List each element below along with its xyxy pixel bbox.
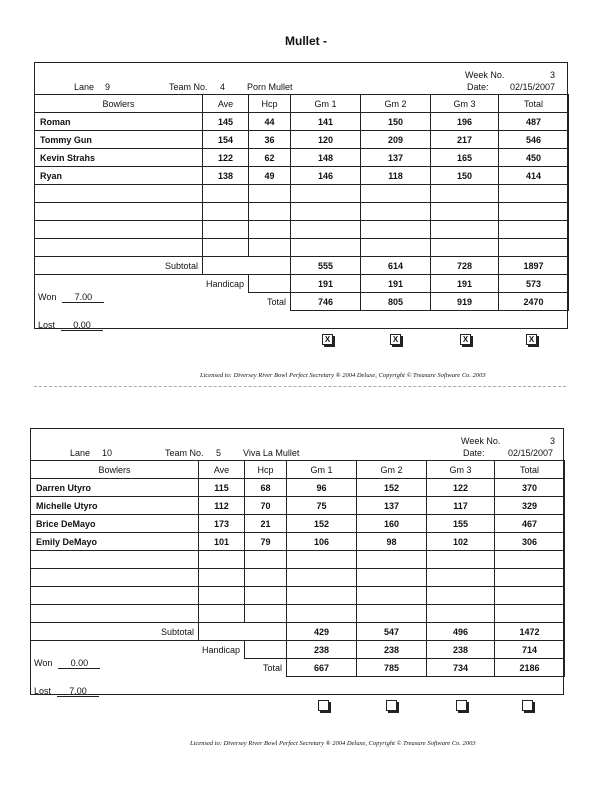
lane-value: 10 [102, 448, 113, 458]
subtotal-gm3: 496 [427, 623, 495, 641]
bowler-ave: 115 [199, 479, 245, 497]
subtotal-gm1: 429 [287, 623, 357, 641]
bowler-gm3: 165 [431, 149, 499, 167]
bowler-gm1: 96 [287, 479, 357, 497]
week-no-value: 3 [550, 436, 556, 446]
col-header-total: Total [499, 95, 569, 113]
bowler-row [35, 113, 569, 131]
week-no-value: 3 [550, 70, 556, 80]
col-header-hcp: Hcp [245, 461, 287, 479]
handicap-gm2: 238 [357, 641, 427, 659]
total-total: 2186 [495, 659, 565, 677]
empty-row [31, 569, 565, 587]
total-checkbox[interactable] [522, 700, 533, 711]
handicap-gm2: 191 [361, 275, 431, 293]
total-gm3: 734 [427, 659, 495, 677]
won-field [38, 292, 104, 303]
bowler-gm1: 75 [287, 497, 357, 515]
bowler-row [35, 131, 569, 149]
bowler-name: Ryan [35, 167, 203, 185]
bowler-gm1: 152 [287, 515, 357, 533]
bowler-name: Darren Utyro [31, 479, 199, 497]
page-divider [34, 386, 566, 387]
won-value: 0.00 [58, 658, 100, 669]
date-value: 02/15/2007 [510, 82, 556, 92]
handicap-gm1: 238 [287, 641, 357, 659]
empty-row [35, 203, 569, 221]
bowler-gm2: 137 [361, 149, 431, 167]
col-header-gm2: Gm 2 [357, 461, 427, 479]
game1-checkbox[interactable]: X [322, 334, 333, 345]
total-gm2: 785 [357, 659, 427, 677]
bowler-hcp: 68 [245, 479, 287, 497]
bowler-total: 546 [499, 131, 569, 149]
bowler-name: Emily DeMayo [31, 533, 199, 551]
team-no-label: Team No. [165, 448, 204, 458]
bowler-row [31, 533, 565, 551]
game1-checkbox[interactable] [318, 700, 329, 711]
bowler-name: Brice DeMayo [31, 515, 199, 533]
won-field [34, 658, 100, 669]
subtotal-total: 1897 [499, 257, 569, 275]
handicap-total: 573 [499, 275, 569, 293]
bowler-row [31, 515, 565, 533]
bowler-total: 414 [499, 167, 569, 185]
won-value: 7.00 [62, 292, 104, 303]
col-header-gm1: Gm 1 [291, 95, 361, 113]
handicap-label: Handicap [31, 641, 245, 659]
bowler-hcp: 62 [249, 149, 291, 167]
total-row [35, 293, 569, 311]
bowler-hcp: 70 [245, 497, 287, 515]
score-table [30, 460, 565, 677]
bowler-ave: 112 [199, 497, 245, 515]
won-label: Won [38, 292, 57, 302]
handicap-row [31, 641, 565, 659]
license-footer: Licensed to: Diversey River Bowl Perfect Secretary ® 2004 Deluxe, Copyright © Treasure Software Co. 2003 [200, 372, 486, 379]
bowler-gm1: 106 [287, 533, 357, 551]
bowler-row [35, 149, 569, 167]
bowler-hcp: 44 [249, 113, 291, 131]
bowler-name: Michelle Utyro [31, 497, 199, 515]
col-header-bowlers: Bowlers [35, 95, 203, 113]
bowler-gm3: 217 [431, 131, 499, 149]
bowler-row [35, 167, 569, 185]
bowler-ave: 145 [203, 113, 249, 131]
team-name: Viva La Mullet [243, 448, 300, 458]
bowler-total: 487 [499, 113, 569, 131]
won-label: Won [34, 658, 53, 668]
col-header-gm3: Gm 3 [427, 461, 495, 479]
total-label: Total [35, 293, 291, 311]
date-value: 02/15/2007 [508, 448, 554, 458]
bowler-gm2: 98 [357, 533, 427, 551]
subtotal-gm2: 547 [357, 623, 427, 641]
subtotal-gm1: 555 [291, 257, 361, 275]
lane-label: Lane [74, 82, 95, 92]
total-gm2: 805 [361, 293, 431, 311]
week-no-label: Week No. [461, 436, 501, 446]
handicap-total: 714 [495, 641, 565, 659]
game3-checkbox[interactable]: X [460, 334, 471, 345]
header-row [31, 461, 565, 479]
bowler-gm3: 117 [427, 497, 495, 515]
bowler-name: Roman [35, 113, 203, 131]
col-header-gm3: Gm 3 [431, 95, 499, 113]
bowler-total: 370 [495, 479, 565, 497]
bowler-ave: 101 [199, 533, 245, 551]
lost-label: Lost [38, 320, 56, 330]
total-gm3: 919 [431, 293, 499, 311]
lost-label: Lost [34, 686, 52, 696]
empty-row [35, 185, 569, 203]
bowler-gm1: 146 [291, 167, 361, 185]
total-label: Total [31, 659, 287, 677]
bowler-ave: 173 [199, 515, 245, 533]
week-no-label: Week No. [465, 70, 505, 80]
bowler-gm2: 209 [361, 131, 431, 149]
game3-checkbox[interactable] [456, 700, 467, 711]
team-name: Porn Mullet [247, 82, 293, 92]
empty-row [35, 239, 569, 257]
bowler-row [31, 497, 565, 515]
total-checkbox[interactable]: X [526, 334, 537, 345]
game2-checkbox[interactable] [386, 700, 397, 711]
bowler-gm2: 152 [357, 479, 427, 497]
bowler-gm1: 120 [291, 131, 361, 149]
subtotal-row [35, 257, 569, 275]
score-table [34, 94, 569, 311]
col-header-hcp: Hcp [249, 95, 291, 113]
subtotal-label: Subtotal [31, 623, 199, 641]
subtotal-row [31, 623, 565, 641]
handicap-gm3: 238 [427, 641, 495, 659]
bowler-gm2: 150 [361, 113, 431, 131]
lost-field [34, 686, 99, 697]
col-header-ave: Ave [203, 95, 249, 113]
subtotal-gm3: 728 [431, 257, 499, 275]
subtotal-label: Subtotal [35, 257, 203, 275]
col-header-total: Total [495, 461, 565, 479]
bowler-hcp: 49 [249, 167, 291, 185]
bowler-ave: 138 [203, 167, 249, 185]
col-header-bowlers: Bowlers [31, 461, 199, 479]
bowler-gm3: 150 [431, 167, 499, 185]
lost-field [38, 320, 103, 331]
lost-value: 7.00 [57, 686, 99, 697]
bowler-gm3: 122 [427, 479, 495, 497]
bowler-total: 306 [495, 533, 565, 551]
date-label: Date: [463, 448, 485, 458]
empty-row [31, 587, 565, 605]
bowler-gm1: 141 [291, 113, 361, 131]
empty-row [31, 605, 565, 623]
bowler-gm3: 155 [427, 515, 495, 533]
handicap-label: Handicap [35, 275, 249, 293]
lost-value: 0.00 [61, 320, 103, 331]
license-footer: Licensed to: Diversey River Bowl Perfect Secretary ® 2004 Deluxe, Copyright © Treasure Software Co. 2003 [190, 740, 476, 747]
team-no-value: 5 [216, 448, 222, 458]
lane-label: Lane [70, 448, 91, 458]
bowler-gm2: 118 [361, 167, 431, 185]
bowler-gm3: 196 [431, 113, 499, 131]
handicap-gm3: 191 [431, 275, 499, 293]
handicap-row [35, 275, 569, 293]
bowler-gm2: 137 [357, 497, 427, 515]
handicap-gm1: 191 [291, 275, 361, 293]
total-total: 2470 [499, 293, 569, 311]
bowler-gm2: 160 [357, 515, 427, 533]
bowler-gm3: 102 [427, 533, 495, 551]
bowler-ave: 154 [203, 131, 249, 149]
lane-value: 9 [105, 82, 111, 92]
total-gm1: 746 [291, 293, 361, 311]
bowler-row [31, 479, 565, 497]
bowler-total: 467 [495, 515, 565, 533]
bowler-hcp: 79 [245, 533, 287, 551]
total-gm1: 667 [287, 659, 357, 677]
col-header-ave: Ave [199, 461, 245, 479]
game2-checkbox[interactable]: X [390, 334, 401, 345]
team-no-value: 4 [220, 82, 226, 92]
bowler-total: 329 [495, 497, 565, 515]
bowler-gm1: 148 [291, 149, 361, 167]
col-header-gm1: Gm 1 [287, 461, 357, 479]
subtotal-gm2: 614 [361, 257, 431, 275]
subtotal-total: 1472 [495, 623, 565, 641]
page-title: Mullet - [285, 34, 327, 48]
bowler-hcp: 36 [249, 131, 291, 149]
bowler-name: Kevin Strahs [35, 149, 203, 167]
total-row [31, 659, 565, 677]
bowler-name: Tommy Gun [35, 131, 203, 149]
bowler-total: 450 [499, 149, 569, 167]
bowler-hcp: 21 [245, 515, 287, 533]
date-label: Date: [467, 82, 489, 92]
header-row [35, 95, 569, 113]
empty-row [35, 221, 569, 239]
bowler-ave: 122 [203, 149, 249, 167]
team-no-label: Team No. [169, 82, 208, 92]
col-header-gm2: Gm 2 [361, 95, 431, 113]
empty-row [31, 551, 565, 569]
